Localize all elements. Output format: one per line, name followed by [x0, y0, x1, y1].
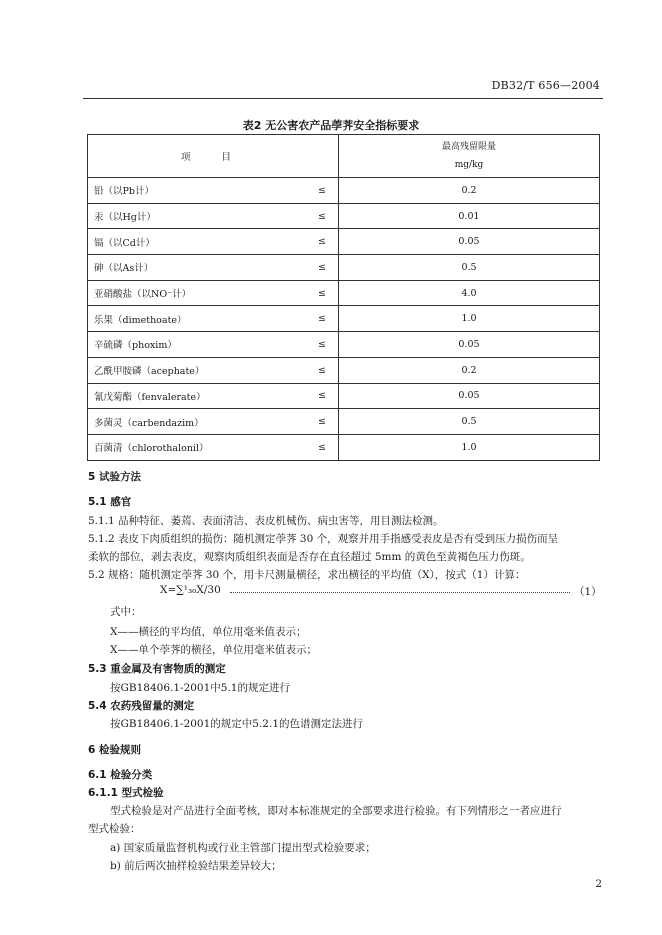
section-6-heading: 6 检验规则 — [88, 744, 141, 756]
list-item-a: a) 国家质量监督机构或行业主管部门提出型式检验要求； — [110, 842, 376, 854]
section-5-1-heading: 5.1 感官 — [88, 496, 132, 508]
row-value: 4.0 — [339, 280, 600, 306]
row-symbol: ≤ — [280, 332, 339, 358]
table-row — [88, 357, 600, 383]
table-row — [88, 280, 600, 306]
section-5-1-1: 5.1.1 品种特征、萎蔫、表面清洁、表皮机械伤、病虫害等，用目测法检测。 — [88, 515, 444, 527]
row-value: 0.05 — [339, 229, 600, 255]
row-symbol: ≤ — [280, 280, 339, 306]
row-item: 亚硝酸盐（以NO⁻计） — [88, 280, 281, 306]
row-symbol: ≤ — [280, 178, 339, 204]
table-row — [88, 203, 600, 229]
row-item: 辛硫磷（phoxim） — [88, 332, 281, 358]
table-header-row — [88, 135, 600, 178]
row-symbol: ≤ — [280, 306, 339, 332]
section-5-2: 5.2 规格：随机测定荸荠 30 个，用卡尺测量横径，求出横径的平均值（X），按式（1）计算： — [88, 569, 526, 581]
row-value: 0.5 — [339, 409, 600, 435]
section-5-4-text: 按GB18406.1-2001的规定中5.2.1的色谱测定法进行 — [110, 718, 364, 730]
table-row — [88, 255, 600, 281]
formula-leader — [230, 592, 570, 593]
formula: X=∑¹₃₀X/30 — [160, 584, 221, 596]
row-item: 铅（以Pb计） — [88, 178, 281, 204]
row-symbol: ≤ — [280, 255, 339, 281]
row-symbol: ≤ — [280, 383, 339, 409]
section-5-heading: 5 试验方法 — [88, 471, 141, 483]
row-symbol: ≤ — [280, 229, 339, 255]
section-5-3-text: 按GB18406.1-2001中5.1的规定进行 — [110, 682, 290, 694]
document-code: DB32/T 656—2004 — [491, 79, 600, 92]
section-6-1-1-heading: 6.1.1 型式检验 — [88, 787, 164, 799]
row-item: 乙酰甲胺磷（acephate） — [88, 357, 281, 383]
row-value: 1.0 — [339, 306, 600, 332]
formula-number: （1） — [574, 586, 602, 598]
where-item-2: X——单个荸荠的横径，单位用毫米值表示； — [110, 644, 317, 656]
header-limit-title: 最高残留限量 — [441, 142, 496, 152]
table-row — [88, 229, 600, 255]
header-item: 项 目 — [88, 135, 339, 178]
row-value: 0.05 — [339, 332, 600, 358]
table-title: 表2 无公害农产品荸荠安全指标要求 — [242, 119, 420, 132]
row-symbol: ≤ — [280, 203, 339, 229]
row-item: 乐果（dimethoate） — [88, 306, 281, 332]
section-5-1-2-line1: 5.1.2 表皮下肉质组织的损伤：随机测定荸荠 30 个，观察并用手指感受表皮是否有受到压力损伤而呈 — [88, 533, 559, 545]
table-row — [88, 332, 600, 358]
where-label: 式中： — [110, 606, 142, 618]
table-row — [88, 306, 600, 332]
row-value: 0.05 — [339, 383, 600, 409]
list-item-b: b) 前后两次抽样检验结果差异较大； — [110, 860, 282, 872]
row-value: 0.5 — [339, 255, 600, 281]
row-item: 多菌灵（carbendazim） — [88, 409, 281, 435]
row-symbol: ≤ — [280, 434, 339, 460]
section-5-3-heading: 5.3 重金属及有害物质的测定 — [88, 663, 226, 675]
table-row — [88, 409, 600, 435]
header-rule — [83, 98, 603, 99]
table-row — [88, 434, 600, 460]
header-limit — [339, 135, 600, 178]
page-number: 2 — [595, 878, 602, 890]
section-5-1-2-line2: 柔软的部位，剥去表皮，观察肉质组织表面是否存在直径超过 5mm 的黄色至黄褐色压力伤斑。 — [88, 551, 531, 563]
row-value: 0.01 — [339, 203, 600, 229]
row-item: 氰戊菊酯（fenvalerate） — [88, 383, 281, 409]
row-item: 镉（以Cd计） — [88, 229, 281, 255]
section-6-1-1-line1: 型式检验是对产品进行全面考核，即对本标准规定的全部要求进行检验。有下列情形之一者应进行 — [110, 805, 562, 817]
row-value: 0.2 — [339, 178, 600, 204]
row-item: 砷（以As计） — [88, 255, 281, 281]
section-6-1-heading: 6.1 检验分类 — [88, 769, 153, 781]
row-symbol: ≤ — [280, 357, 339, 383]
where-item-1: X——横径的平均值，单位用毫米值表示； — [110, 626, 307, 638]
row-value: 1.0 — [339, 434, 600, 460]
section-5-4-heading: 5.4 农药残留量的测定 — [88, 700, 195, 712]
row-value: 0.2 — [339, 357, 600, 383]
safety-indicator-table — [87, 134, 600, 461]
table-row — [88, 178, 600, 204]
row-item: 百菌清（chlorothalonil） — [88, 434, 281, 460]
row-item: 汞（以Hg计） — [88, 203, 281, 229]
row-symbol: ≤ — [280, 409, 339, 435]
table-row — [88, 383, 600, 409]
section-6-1-1-line2: 型式检验： — [88, 823, 141, 835]
header-limit-unit: mg/kg — [454, 160, 484, 170]
